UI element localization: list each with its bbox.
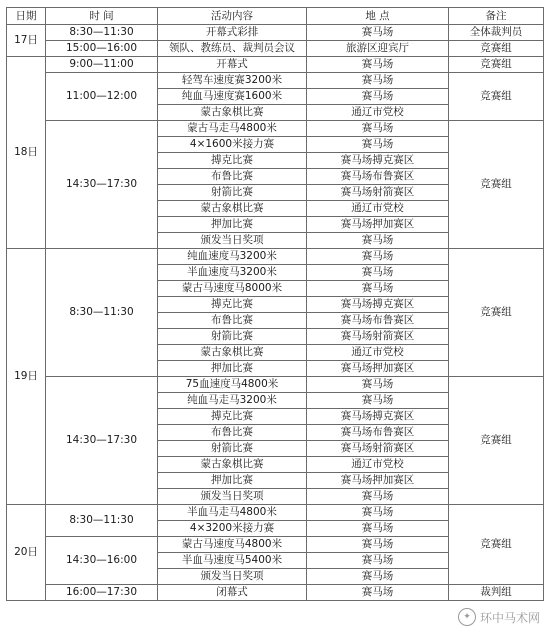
date-cell: 18日 (7, 57, 46, 249)
location-cell: 通辽市党校 (307, 201, 449, 217)
time-cell: 15:00—16:00 (46, 41, 158, 57)
activity-cell: 纯血速度马3200米 (158, 249, 307, 265)
activity-cell: 闭幕式 (158, 585, 307, 601)
table-row (7, 377, 544, 393)
activity-cell: 纯血马速度赛1600米 (158, 89, 307, 105)
header-time: 时 间 (46, 8, 158, 25)
table-row (7, 585, 544, 601)
location-cell: 赛马场射箭赛区 (307, 329, 449, 345)
note-cell: 竞赛组 (449, 121, 544, 249)
location-cell: 赛马场 (307, 281, 449, 297)
location-cell: 旅游区迎宾厅 (307, 41, 449, 57)
header-row (7, 8, 544, 25)
activity-cell: 领队、教练员、裁判员会议 (158, 41, 307, 57)
location-cell: 赛马场 (307, 89, 449, 105)
location-cell: 赛马场 (307, 377, 449, 393)
location-cell: 赛马场搏克赛区 (307, 297, 449, 313)
time-cell: 9:00—11:00 (46, 57, 158, 73)
location-cell: 赛马场 (307, 57, 449, 73)
activity-cell: 轻驾车速度赛3200米 (158, 73, 307, 89)
activity-cell: 半血速度马3200米 (158, 265, 307, 281)
activity-cell: 布鲁比赛 (158, 313, 307, 329)
time-cell: 8:30—11:30 (46, 505, 158, 537)
table-row (7, 121, 544, 137)
table-row (7, 57, 544, 73)
time-cell: 14:30—17:30 (46, 377, 158, 505)
note-cell: 竞赛组 (449, 41, 544, 57)
table-row (7, 25, 544, 41)
activity-cell: 蒙古象棋比赛 (158, 201, 307, 217)
activity-cell: 75血速度马4800米 (158, 377, 307, 393)
table-row (7, 505, 544, 521)
location-cell: 赛马场布鲁赛区 (307, 425, 449, 441)
note-cell: 竞赛组 (449, 73, 544, 121)
note-cell: 裁判组 (449, 585, 544, 601)
location-cell: 赛马场 (307, 137, 449, 153)
activity-cell: 搏克比赛 (158, 409, 307, 425)
location-cell: 赛马场 (307, 537, 449, 553)
location-cell: 赛马场 (307, 585, 449, 601)
activity-cell: 半血马走马4800米 (158, 505, 307, 521)
table-row (7, 73, 544, 89)
time-cell: 14:30—16:00 (46, 537, 158, 585)
note-cell: 竞赛组 (449, 57, 544, 73)
header-note: 备注 (449, 8, 544, 25)
location-cell: 赛马场押加赛区 (307, 361, 449, 377)
location-cell: 赛马场 (307, 393, 449, 409)
location-cell: 通辽市党校 (307, 105, 449, 121)
table-row (7, 41, 544, 57)
location-cell: 赛马场 (307, 25, 449, 41)
activity-cell: 颁发当日奖项 (158, 233, 307, 249)
location-cell: 赛马场 (307, 249, 449, 265)
activity-cell: 蒙古马速度马4800米 (158, 537, 307, 553)
activity-cell: 蒙古马速度马8000米 (158, 281, 307, 297)
activity-cell: 押加比赛 (158, 361, 307, 377)
activity-cell: 蒙古象棋比赛 (158, 457, 307, 473)
schedule-table (6, 7, 544, 601)
activity-cell: 4×1600米接力赛 (158, 137, 307, 153)
location-cell: 赛马场 (307, 265, 449, 281)
note-cell: 竞赛组 (449, 505, 544, 585)
location-cell: 赛马场 (307, 489, 449, 505)
activity-cell: 蒙古象棋比赛 (158, 105, 307, 121)
activity-cell: 开幕式 (158, 57, 307, 73)
location-cell: 赛马场 (307, 233, 449, 249)
date-cell: 17日 (7, 25, 46, 57)
location-cell: 赛马场押加赛区 (307, 217, 449, 233)
header-activity: 活动内容 (158, 8, 307, 25)
activity-cell: 纯血马走马3200米 (158, 393, 307, 409)
activity-cell: 蒙古马走马4800米 (158, 121, 307, 137)
activity-cell: 搏克比赛 (158, 297, 307, 313)
header-location: 地 点 (307, 8, 449, 25)
location-cell: 赛马场射箭赛区 (307, 185, 449, 201)
location-cell: 赛马场搏克赛区 (307, 409, 449, 425)
activity-cell: 射箭比赛 (158, 329, 307, 345)
activity-cell: 射箭比赛 (158, 185, 307, 201)
location-cell: 赛马场 (307, 505, 449, 521)
activity-cell: 射箭比赛 (158, 441, 307, 457)
activity-cell: 半血马速度马5400米 (158, 553, 307, 569)
location-cell: 赛马场搏克赛区 (307, 153, 449, 169)
header-date: 日期 (7, 8, 46, 25)
note-cell: 全体裁判员 (449, 25, 544, 41)
activity-cell: 搏克比赛 (158, 153, 307, 169)
location-cell: 通辽市党校 (307, 457, 449, 473)
location-cell: 赛马场布鲁赛区 (307, 169, 449, 185)
activity-cell: 押加比赛 (158, 217, 307, 233)
location-cell: 赛马场 (307, 73, 449, 89)
activity-cell: 蒙古象棋比赛 (158, 345, 307, 361)
date-cell: 20日 (7, 505, 46, 601)
location-cell: 通辽市党校 (307, 345, 449, 361)
activity-cell: 颁发当日奖项 (158, 569, 307, 585)
location-cell: 赛马场 (307, 521, 449, 537)
activity-cell: 布鲁比赛 (158, 169, 307, 185)
table-row (7, 249, 544, 265)
watermark (458, 608, 540, 626)
note-cell: 竞赛组 (449, 377, 544, 505)
time-cell: 8:30—11:30 (46, 249, 158, 377)
location-cell: 赛马场布鲁赛区 (307, 313, 449, 329)
date-cell: 19日 (7, 249, 46, 505)
time-cell: 16:00—17:30 (46, 585, 158, 601)
activity-cell: 开幕式彩排 (158, 25, 307, 41)
activity-cell: 押加比赛 (158, 473, 307, 489)
activity-cell: 4×3200米接力赛 (158, 521, 307, 537)
location-cell: 赛马场射箭赛区 (307, 441, 449, 457)
activity-cell: 颁发当日奖项 (158, 489, 307, 505)
note-cell: 竞赛组 (449, 249, 544, 377)
activity-cell: 布鲁比赛 (158, 425, 307, 441)
location-cell: 赛马场押加赛区 (307, 473, 449, 489)
time-cell: 8:30—11:30 (46, 25, 158, 41)
time-cell: 11:00—12:00 (46, 73, 158, 121)
location-cell: 赛马场 (307, 553, 449, 569)
watermark-text: 环中马术网 (479, 610, 540, 625)
time-cell: 14:30—17:30 (46, 121, 158, 249)
wechat-icon: ✦ (458, 608, 476, 626)
location-cell: 赛马场 (307, 121, 449, 137)
location-cell: 赛马场 (307, 569, 449, 585)
